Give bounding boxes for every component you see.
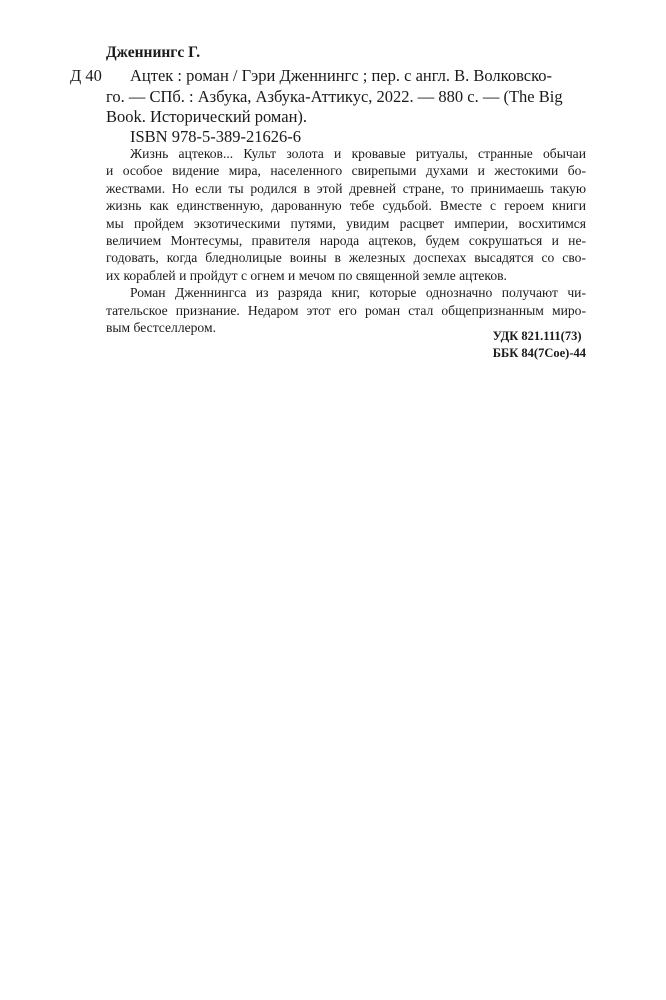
annotation-line: величием Монтесумы, правителя народа ацтеков, будем сокрушаться и не- [106, 232, 586, 248]
bbk-code: ББК 84(7Сое)-44 [492, 346, 586, 360]
annotation-line: Роман Дженнингса из разряда книг, которые однозначно получают чи- [130, 285, 586, 301]
annotation-line: годовать, когда бледнолицые воины в железных доспехах высадятся со сво- [106, 250, 586, 266]
shelf-code: Д 40 [70, 66, 102, 85]
description-line: Ацтек : роман / Гэри Дженнингс ; пер. с англ. В. Волковско- [130, 66, 553, 85]
isbn-number: ISBN 978-5-389-21626-6 [130, 127, 301, 146]
description-line: Book. Исторический роман). [106, 107, 308, 126]
classification-codes [493, 328, 586, 362]
annotation-line: жествами. Но если ты родился в этой древней стране, то принимаешь такую [106, 180, 586, 196]
author-heading: Дженнингс Г. [106, 44, 201, 61]
annotation-line: жизнь как единственную, дарованную тебе судьбой. Вместе с героем книги [106, 198, 586, 214]
bibliographic-description [106, 66, 586, 128]
annotation-line: и особое видение мира, населенного свирепыми духами и жестокими бо- [106, 163, 586, 179]
annotation-line: тательское признание. Недаром этот его роман стал общепризнанным миро- [106, 302, 586, 318]
annotation-line: мы пройдем экзотическими путями, увидим расцвет империи, восхитимся [106, 215, 586, 231]
annotation [106, 145, 586, 336]
udk-code: УДК 821.111(73) [492, 329, 582, 343]
annotation-line: вым бестселлером. [106, 319, 216, 335]
annotation-line: Жизнь ацтеков... Культ золота и кровавые ритуалы, странные обычаи [130, 146, 586, 161]
description-line: го. — СПб. : Азбука, Азбука-Аттикус, 2022. — 880 с. — (The Big [106, 86, 563, 106]
annotation-line: их кораблей и пройдут с огнем и мечом по священной земле ацтеков. [106, 267, 507, 283]
